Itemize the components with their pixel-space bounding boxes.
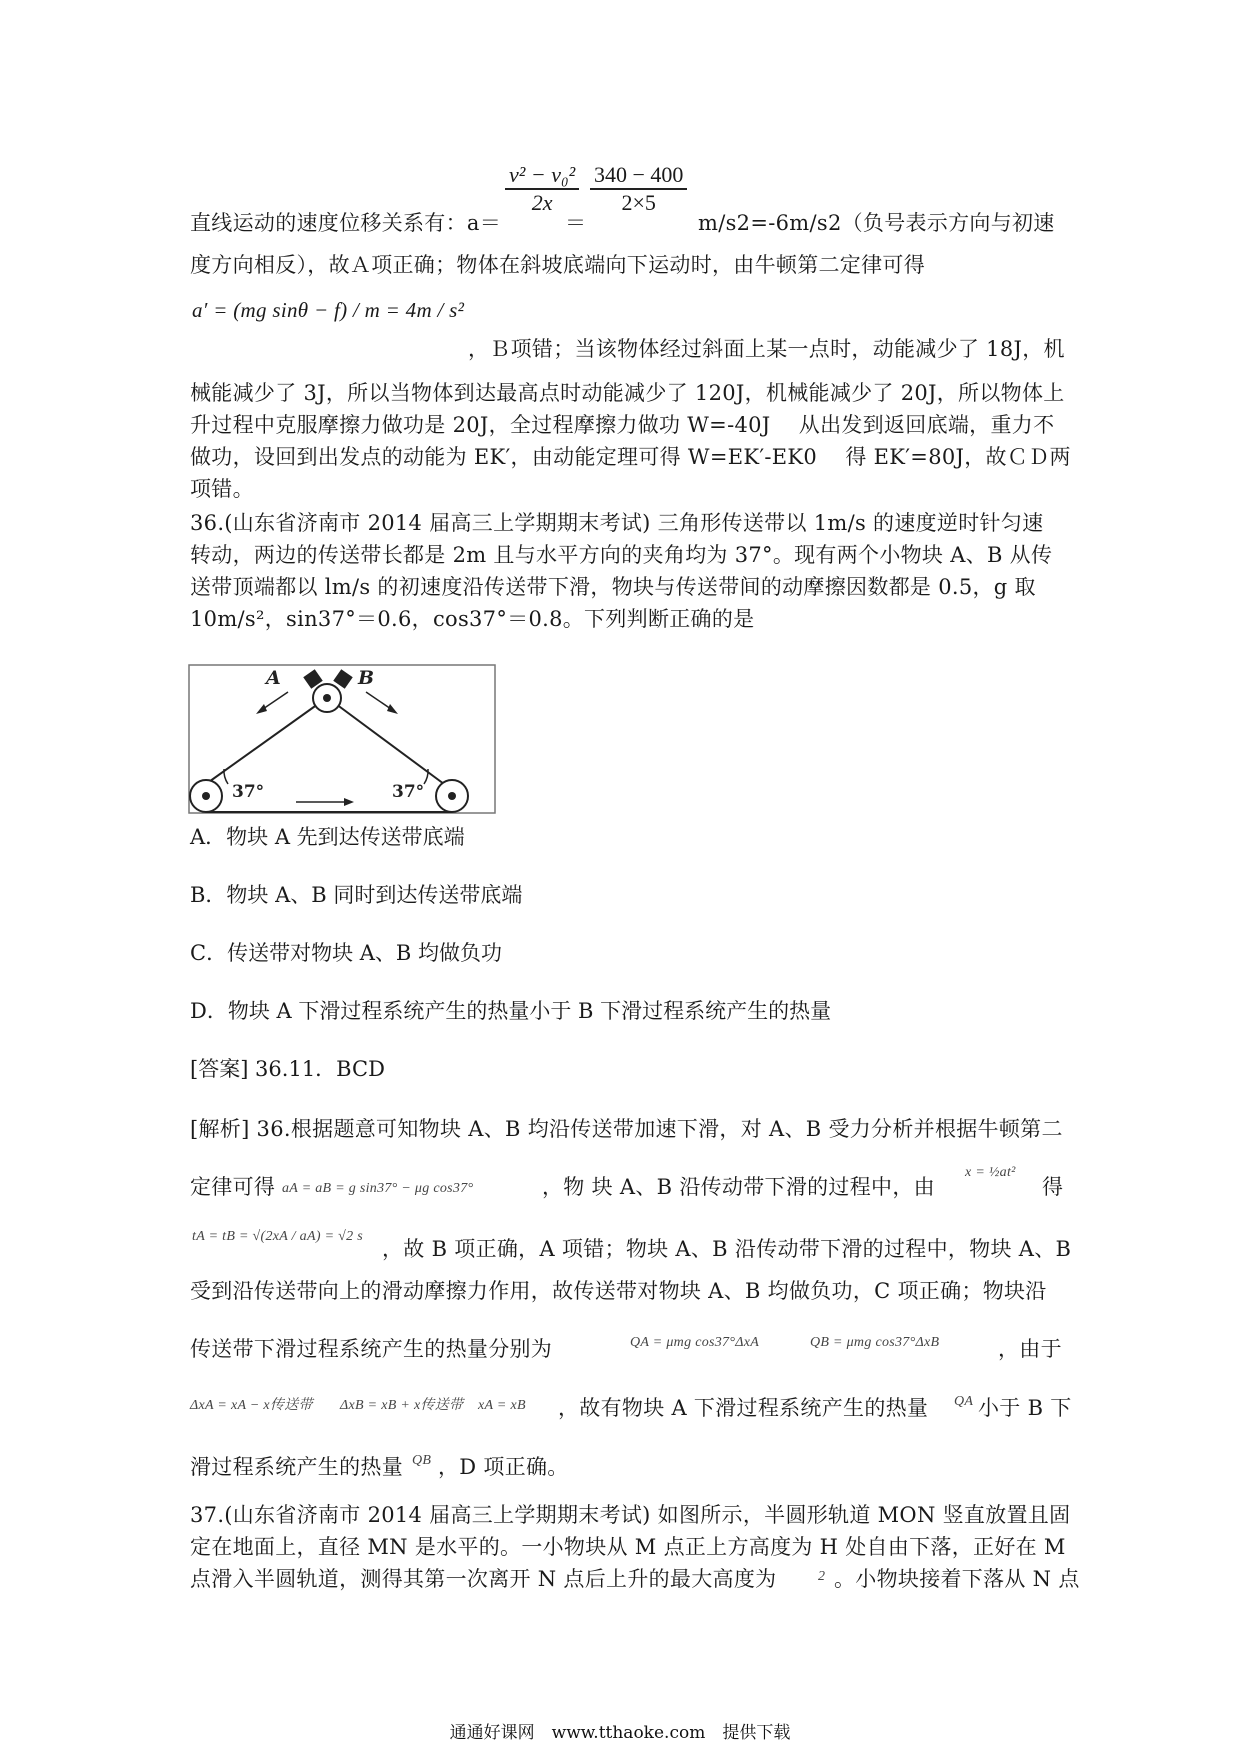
heat-symbol-b: QB	[412, 1453, 432, 1468]
analysis-text	[190, 1452, 1060, 1482]
question-36-text: 36.(山东省济南市 2014 届高三上学期期末考试) 三角形传送带以 1m/s 的速度逆时针匀速	[190, 511, 1044, 535]
left-belt	[206, 704, 318, 784]
acceleration-formula: aA = aB = g sin37° − μg cos37°	[282, 1181, 474, 1196]
text-line: 项错。	[190, 477, 254, 501]
text-segment: 滑过程系统产生的热量	[190, 1455, 403, 1479]
text-segment: ，D 项正确。	[438, 1455, 569, 1479]
text-segment: ，由于	[998, 1337, 1062, 1361]
newton-formula: a′ = (mg sinθ − f) / m = 4m / s²	[192, 298, 465, 322]
conveyor-belt-diagram	[188, 664, 498, 816]
text-line: 械能减少了 3J，所以当物体到达最高点时动能减少了 120J，机械能减少了 20J，所以物体上	[190, 381, 1065, 405]
arrowhead-icon	[387, 704, 398, 714]
option-d: D．物块 A 下滑过程系统产生的热量小于 B 下滑过程系统产生的热量	[190, 999, 832, 1023]
displacement-formula: x = ½at²	[965, 1165, 1016, 1180]
heat-formula-a: QA = μmg cos37°ΔxA	[630, 1335, 760, 1350]
text-line: 升过程中克服摩擦力做功是 20J，全过程摩擦力做功 W=-40J 从出发到返回底端，重力不	[190, 413, 1055, 437]
fraction-denominator: 2×5	[621, 190, 656, 215]
label-a: A	[266, 667, 281, 689]
analysis-text: 受到沿传送带向上的滑动摩擦力作用，故传送带对物块 A、B 均做负功，C 项正确；物块沿	[190, 1279, 1047, 1303]
height-fraction: 2	[818, 1569, 826, 1584]
option-c: C．传送带对物块 A、B 均做负功	[190, 941, 503, 965]
fraction-numerator: v² − v₀²	[505, 162, 579, 190]
time-formula: tA = tB = √(2xA / aA) = √2 s	[192, 1229, 363, 1244]
text-segment: ，物 块 A、B 沿传动带下滑的过程中，由	[542, 1175, 935, 1199]
page-footer: 通通好课网 www.tthaoke.com 提供下载	[449, 1723, 791, 1743]
option-b: B．物块 A、B 同时到达传送带底端	[190, 883, 523, 907]
x-equal-formula: xA = xB	[478, 1398, 526, 1413]
text-segment: 。小物块接着下落从 N 点	[834, 1567, 1080, 1591]
heat-formula-b: QB = μmg cos37°ΔxB	[810, 1335, 940, 1350]
question-36-text: 送带顶端都以 lm/s 的初速度沿传送带下滑，物块与传送带间的动摩擦因数都是 0.5，g 取	[190, 575, 1036, 599]
arrowhead-icon	[256, 704, 267, 714]
text-segment: 小于 B 下	[978, 1396, 1072, 1420]
delta-x-b-formula: ΔxB = xB + x传送带	[340, 1398, 464, 1413]
question-37-text: 定在地面上，直径 MN 是水平的。一小物块从 M 点正上方高度为 H 处自由下落，正好在 M	[190, 1535, 1066, 1559]
text-segment: 点滑入半圆轨道，测得其第一次离开 N 点后上升的最大高度为	[190, 1567, 777, 1591]
question-37-text	[190, 1564, 1080, 1594]
label-b: B	[358, 667, 375, 689]
question-37-text: 37.(山东省济南市 2014 届高三上学期期末考试) 如图所示，半圆形轨道 MON 竖直放置且固	[190, 1503, 1071, 1527]
text-segment: ，故有物块 A 下滑过程系统产生的热量	[558, 1396, 929, 1420]
text-segment: 直线运动的速度位移关系有：a＝	[190, 211, 502, 235]
text-segment: 得	[1042, 1175, 1064, 1199]
text-segment: 传送带下滑过程系统产生的热量分别为	[190, 1337, 553, 1361]
text-segment: 定律可得	[190, 1175, 276, 1199]
text-line	[190, 208, 1060, 238]
option-a: A．物块 A 先到达传送带底端	[190, 825, 465, 849]
analysis-text: [解析] 36.根据题意可知物块 A、B 均沿传送带加速下滑，对 A、B 受力分析并根据牛顿第二	[190, 1117, 1063, 1141]
angle-label-left: 37°	[232, 782, 265, 802]
question-36-text: 10m/s²，sin37°＝0.6，cos37°＝0.8。下列判断正确的是	[190, 607, 755, 631]
analysis-text	[190, 1334, 1060, 1364]
equals-sign: ＝	[565, 211, 587, 235]
delta-x-a-formula: ΔxA = xA − x传送带	[190, 1398, 313, 1413]
fraction-denominator: 2x	[531, 190, 553, 215]
analysis-text: ，故 B 项正确，A 项错；物块 A、B 沿传动带下滑的过程中，物块 A、B	[382, 1237, 1072, 1261]
text-line: ，Ｂ项错；当该物体经过斜面上某一点时，动能减少了 18J，机	[468, 337, 1065, 361]
block-b	[333, 669, 352, 688]
left-pulley	[190, 780, 222, 812]
right-pulley	[436, 780, 468, 812]
angle-label-right: 37°	[392, 782, 425, 802]
text-line: 做功，设回到出发点的动能为 EK′，由动能定理可得 W=EK′-EK0 得 EK′=80J，故ＣＤ两	[190, 445, 1071, 469]
text-segment: m/s2=-6m/s2（负号表示方向与初速	[698, 211, 1055, 235]
heat-symbol-a: QA	[954, 1394, 974, 1409]
analysis-text	[190, 1165, 1064, 1202]
question-36-text: 转动，两边的传送带长都是 2m 且与水平方向的夹角均为 37°。现有两个小物块 A、B 从传	[190, 543, 1053, 567]
fraction-numerator: 340 − 400	[590, 162, 687, 190]
arrowhead-icon	[344, 798, 354, 806]
answer-line: [答案] 36.11．BCD	[190, 1057, 385, 1081]
angle-arc-left	[224, 769, 228, 784]
text-line: 度方向相反），故Ａ项正确；物体在斜坡底端向下运动时，由牛顿第二定律可得	[190, 253, 925, 277]
top-pulley	[313, 684, 341, 712]
